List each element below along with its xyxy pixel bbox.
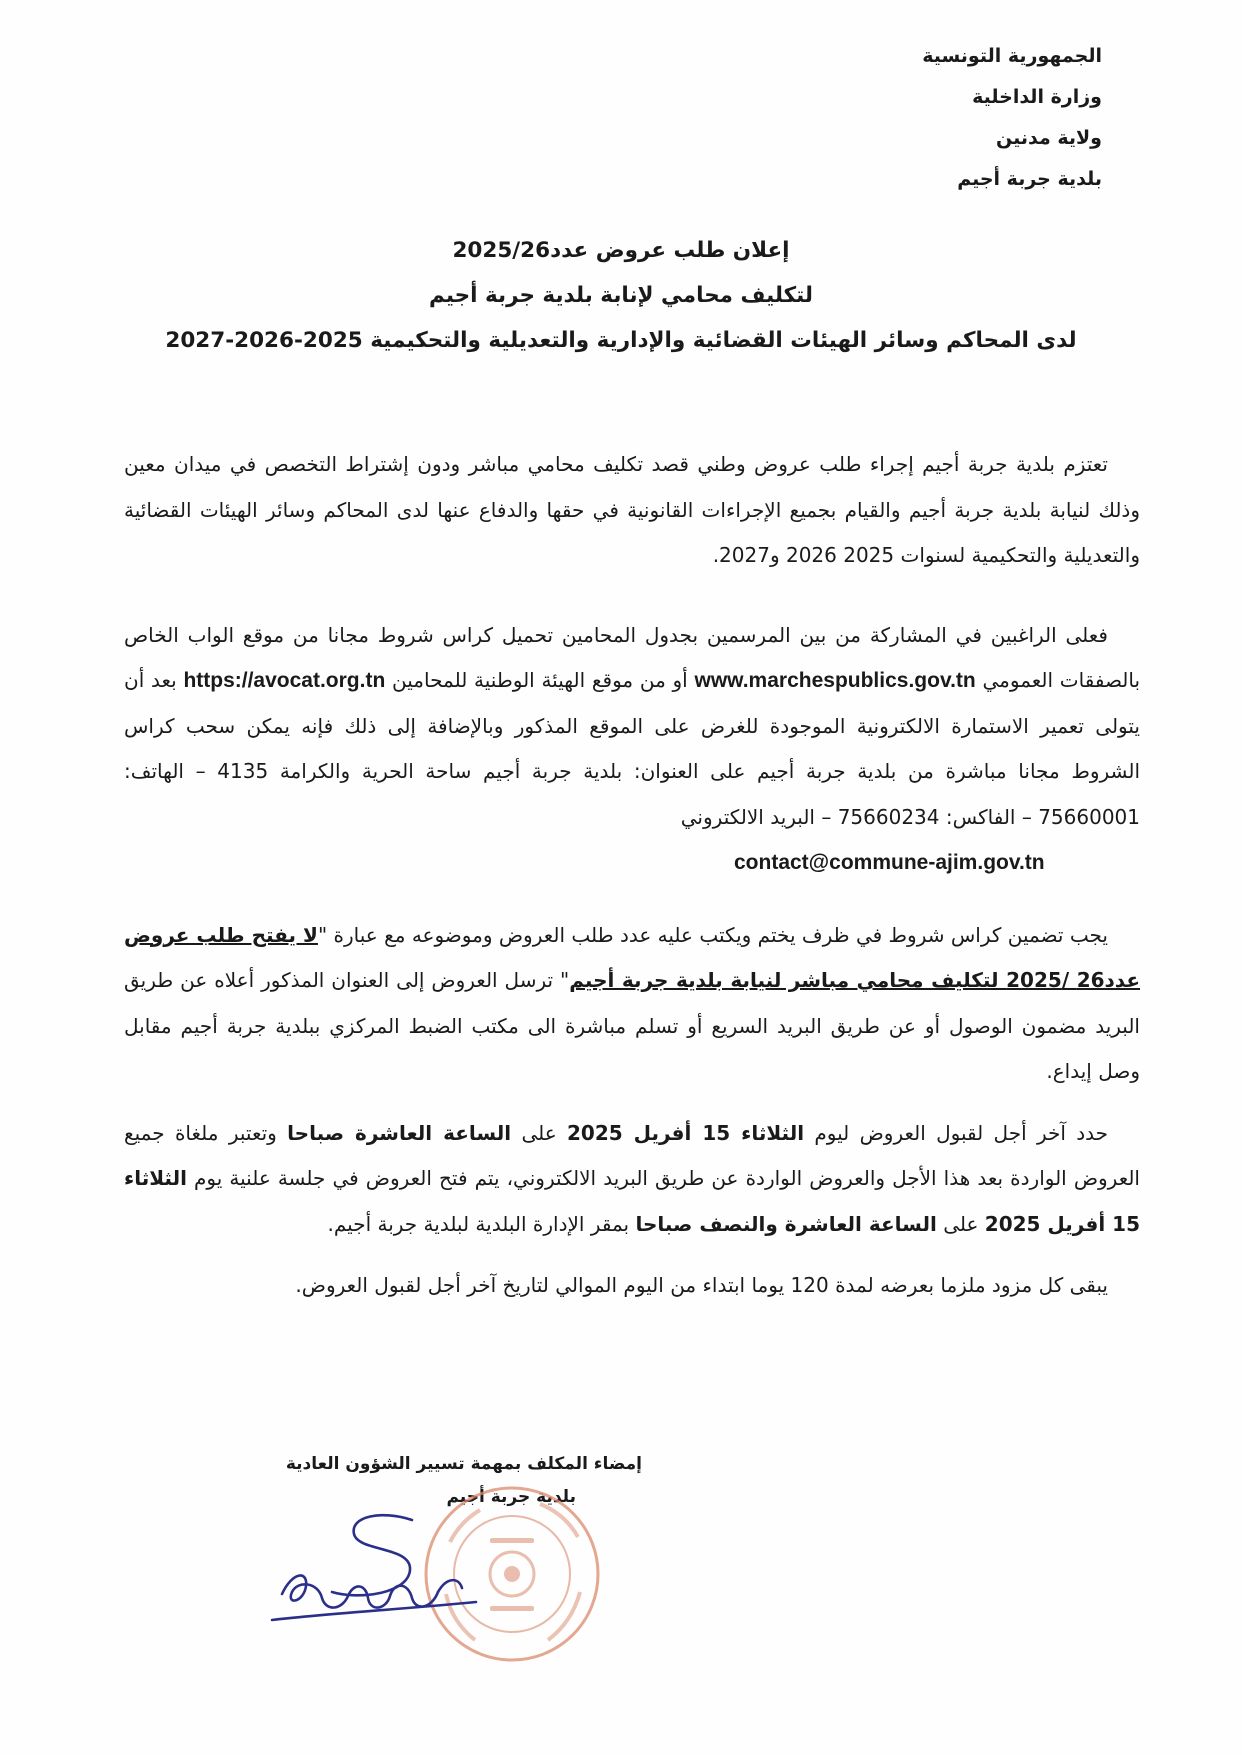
signatory-municipality: بلدية جربة أجيم — [446, 1487, 576, 1507]
announcement-title — [140, 228, 1102, 363]
download-text-c: بعد أن يتولى تعمير الاستمارة الالكترونية الموجودة للغرض على الموقع المذكور وبالإضافة إلى ذلك فإنه يمكن سحب كراس الشروط مجانا مباشرة من بلدية جربة أجيم على العنوان: بلدية جربة أجيم ساحة الحرية والكرامة 4135 – الهاتف: 75660001 – الفاكس: 75660234 – البريد الالكتروني — [124, 668, 1141, 829]
deadline-date: الثلاثاء 15 أفريل 2025 — [567, 1120, 805, 1145]
handwritten-signature — [262, 1502, 492, 1642]
title-line-3: لدى المحاكم وسائر الهيئات القضائية والإدارية والتعديلية والتحكيمية 2025-2026-2027 — [165, 328, 1077, 353]
opening-time: الساعة العاشرة والنصف صباحا — [635, 1211, 937, 1236]
letterhead — [802, 36, 1102, 200]
download-text-a: فعلى الراغبين في المشاركة من بين المرسمين بجدول المحامين تحميل كراس شروط مجانا من موقع الواب الخاص بالصفقات العمومي — [124, 622, 1141, 692]
deadline-time: الساعة العاشرة صباحا — [287, 1120, 512, 1145]
paragraph-envelope — [124, 913, 1140, 1095]
download-text-b: أو من موقع الهيئة الوطنية للمحامين — [392, 668, 688, 692]
letterhead-republic: الجمهورية التونسية — [922, 45, 1102, 67]
bar-association-link[interactable]: https://avocat.org.tn — [183, 669, 386, 692]
paragraph-validity: يبقى كل مزود ملزما بعرضه لمدة 120 يوما ابتداء من اليوم الموالي لتاريخ آخر أجل لقبول العروض. — [295, 1273, 1108, 1297]
contact-email-link[interactable]: contact@commune-ajim.gov.tn — [734, 851, 1045, 874]
public-procurement-link[interactable]: www.marchespublics.gov.tn — [694, 669, 976, 692]
paragraph-intent: تعتزم بلدية جربة أجيم إجراء طلب عروض وطني قصد تكليف محامي مباشر ودون إشتراط التخصص في ميدان معين وذلك لنيابة بلدية جربة أجيم والقيام بجميع الإجراءات القانونية في حقها والدفاع عنها لدى المحاكم وسائر الهيئات القضائية والتعديلية والتحكيمية لسنوات 2025 2026 و2027. — [124, 452, 1140, 567]
deadline-text-d: وتعتبر ملغاة جميع العروض الواردة بعد هذا الأجل والعروض الواردة عن طريق البريد الالكتروني، يتم فتح العروض في جلسة علنية يوم — [124, 1120, 1140, 1190]
deadline-text-c: على — [521, 1120, 557, 1145]
paragraph-deadline — [124, 1111, 1140, 1248]
letterhead-municipality: بلدية جربة أجيم — [957, 168, 1102, 190]
stamp-emblem — [490, 1538, 534, 1611]
title-line-1: إعلان طلب عروض عدد2025/26 — [452, 238, 790, 263]
deadline-text-a: حدد آخر أجل لقبول العروض ليوم — [814, 1120, 1109, 1145]
title-line-2: لتكليف محامي لإنابة بلدية جربة أجيم — [428, 283, 813, 308]
envelope-required-mention: لا يفتح طلب عروض عدد26 /2025 لتكليف محامي مباشر لنيابة بلدية جربة أجيم — [124, 922, 1141, 992]
deadline-text-f: بمقر الإدارة البلدية لبلدية جربة أجيم. — [327, 1211, 630, 1236]
letterhead-ministry: وزارة الداخلية — [972, 86, 1102, 108]
signatory-title: إمضاء المكلف بمهمة تسيير الشؤون العادية — [285, 1454, 642, 1474]
envelope-text-b: " ترسل العروض إلى العنوان المذكور أعلاه عن طريق البريد مضمون الوصول أو عن طريق البريد السريع أو تسلم مباشرة الى مكتب الضبط المركزي ببلدية جربة أجيم مقابل وصل إيداع. — [124, 968, 1140, 1083]
paragraph-download — [124, 613, 1140, 841]
deadline-text-e: على — [943, 1211, 979, 1236]
envelope-text-a: يجب تضمين كراس شروط في ظرف يختم ويكتب عليه عدد طلب العروض وموضوعه مع عبارة " — [317, 922, 1108, 947]
opening-date: الثلاثاء 15 أفريل 2025 — [124, 1166, 1140, 1236]
letterhead-governorate: ولاية مدنين — [996, 127, 1102, 149]
announcement-body — [124, 442, 1140, 1309]
email-line — [124, 840, 1140, 886]
